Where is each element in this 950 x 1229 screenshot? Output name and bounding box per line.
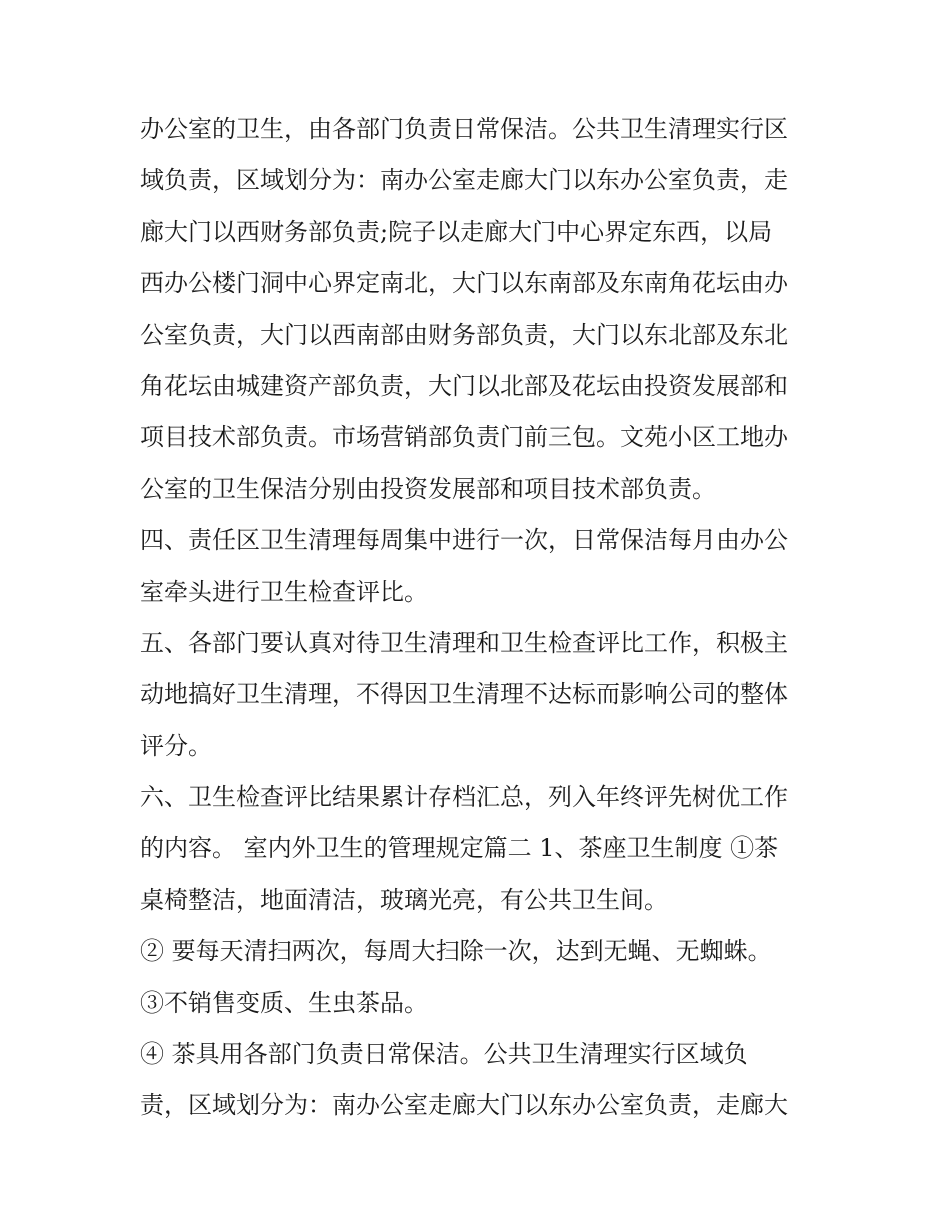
text-line: 五、各部门要认真对待卫生清理和卫生检查评比工作，积极主 xyxy=(140,628,788,657)
text-line: ④ 茶具用各部门负责日常保洁。公共卫生清理实行区域负 xyxy=(140,1040,748,1069)
text-line: 四、责任区卫生清理每周集中进行一次，日常保洁每月由办公 xyxy=(140,526,788,555)
text-line: 项目技术部负责。市场营销部负责门前三包。文苑小区工地办 xyxy=(140,423,788,452)
text-line: 评分。 xyxy=(140,731,212,760)
text-line: ② 要每天清扫两次，每周大扫除一次，达到无蝇、无蜘蛛。 xyxy=(140,937,772,966)
text-line: 的内容。 室内外卫生的管理规定篇二 1、茶座卫生制度 ①茶 xyxy=(140,834,779,863)
text-line: 责，区域划分为：南办公室走廊大门以东办公室负责，走廊大 xyxy=(140,1091,788,1120)
text-line: 西办公楼门洞中心界定南北，大门以东南部及东南角花坛由办 xyxy=(140,269,788,298)
text-line: 公室负责，大门以西南部由财务部负责，大门以东北部及东北 xyxy=(140,320,788,349)
text-line: 室牵头进行卫生检查评比。 xyxy=(140,577,428,606)
text-line: 动地搞好卫生清理，不得因卫生清理不达标而影响公司的整体 xyxy=(140,680,788,709)
text-line: 办公室的卫生，由各部门负责日常保洁。公共卫生清理实行区 xyxy=(140,115,788,143)
text-line: 域负责，区域划分为：南办公室走廊大门以东办公室负责，走 xyxy=(140,166,788,195)
text-line: 廊大门以西财务部负责;院子以走廊大门中心界定东西，以局 xyxy=(140,217,773,246)
text-line: 桌椅整洁，地面清洁，玻璃光亮，有公共卫生间。 xyxy=(140,885,668,914)
text-line: 公室的卫生保洁分别由投资发展部和项目技术部负责。 xyxy=(140,474,716,503)
text-line: ③不销售变质、生虫茶品。 xyxy=(140,988,428,1017)
document-body xyxy=(140,104,820,1132)
text-line: 角花坛由城建资产部负责，大门以北部及花坛由投资发展部和 xyxy=(140,371,788,400)
text-line: 六、卫生检查评比结果累计存档汇总，列入年终评先树优工作 xyxy=(140,783,788,812)
